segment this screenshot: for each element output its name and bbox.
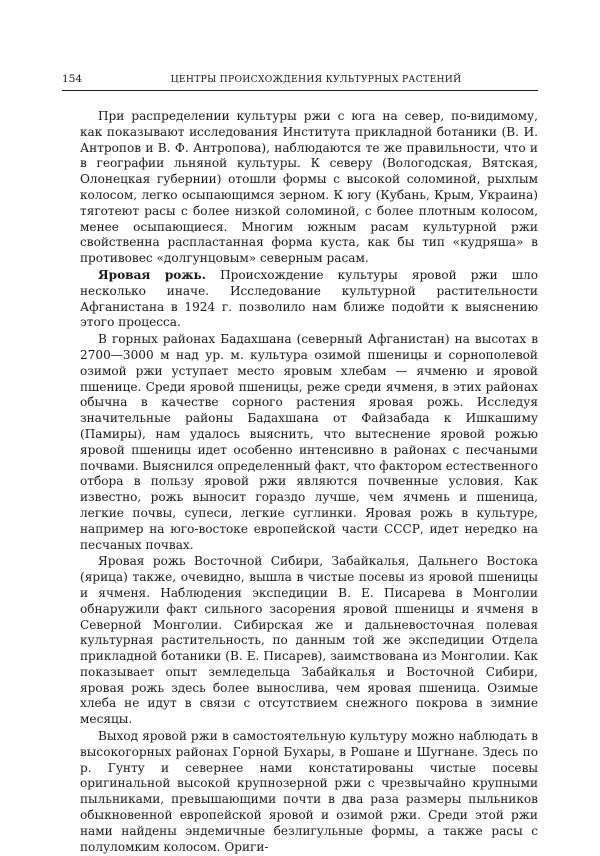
paragraph-bukhara: Выход яровой ржи в самостоятельную культуру можно наблюдать в высокогорных районах Горной Бухары, в Рошане и Шугнане. Здесь по р. Гунту и севернее нами констатированы чистые посевы оригинальной высокой крупнозерной ржи с чрезвычайно крупными пыльниками, превышающими почти в два раза размеры пыльников обыкновенной европейской яровой и озимой ржи. Среди этой ржи нами найдены эндемичные безлигульные формы, а также расы с полуломким колосом. Ориги- bbox=[80, 729, 538, 854]
run-in-heading: Яровая рожь. bbox=[98, 267, 206, 282]
page-number: 154 bbox=[62, 73, 83, 85]
header-rule bbox=[62, 90, 538, 91]
paragraph-badakhshan: В горных районах Бадахшана (северный Афганистан) на высотах в 2700—3000 м над ур. м. культура озимой пшеницы и сорнополевой озимой ржи уступает место яровым хлебам — ячменю и яровой пшенице. Среди яровой пшеницы, реже среди ячменя, в этих районах обычна в качестве сорного растения яровая рожь. Исследуя значительные районы Бадахшана от Файзабада к Ишкашиму (Памиры), нам удалось выяснить, что вытеснение яровой рожью яровой пшеницы идет особенно интенсивно в районах с песчаными почвами. Выяснился определенный факт, что фактором естественного отбора в пользу яровой ржи являются почвенные условия. Как известно, рожь выносит гораздо лучше, чем ячмень и пшеница, легкие почвы, супеси, легкие суглинки. Яровая рожь в культуре, например на юго-востоке европейской части СССР, идет нередко на песчаных почвах. bbox=[80, 332, 538, 552]
paragraph-rye-distribution: При распределении культуры ржи с юга на север, по-видимому, как показывают исследования Института прикладной ботаники (В. И. Антропов и В. Ф. Антропова), наблюдаются те же правильности, что и в географии льняной культуры. К северу (Вологодская, Вятская, Олонецкая губернии) отошли формы с высокой соломиной, рыхлым колосом, легко осыпающимся зерном. К югу (Кубань, Крым, Украина) тяготеют расы с более низкой соломиной, с более плотным колосом, менее осыпающиеся. Многим южным расам культурной ржи свойственна распластанная форма куста, как бы тип «кудряша» в противовес «долгунцовым» северным расам. bbox=[80, 109, 538, 266]
running-head: ЦЕНТРЫ ПРОИСХОЖДЕНИЯ КУЛЬТУРНЫХ РАСТЕНИЙ bbox=[170, 74, 462, 85]
paragraph-siberia: Яровая рожь Восточной Сибири, Забайкалья, Дальнего Востока (ярица) также, очевидно, вышла в чистые посевы из яровой пшеницы и ячменя. Наблюдения экспедиции В. Е. Писарева в Монголии обнаружили факт сильного засорения яровой пшеницы и ячменя в Северной Монголии. Сибирская же и дальневосточная полевая культурная растительность, по данным той же экспедиции Отдела прикладной ботаники (В. Е. Писарев), заимствована из Монголии. Как показывает опыт земледельца Забайкалья и Восточной Сибири, яровая рожь здесь более выносливa, чем яровая пшеница. Озимые хлеба не идут в связи с отсутствием снежного покрова в зимние месяцы. bbox=[80, 554, 538, 727]
body-text bbox=[80, 109, 538, 856]
paragraph-spring-rye: Яровая рожь. Происхождение культуры яровой ржи шло несколько иначе. Исследование культурной растительности Афганистана в 1924 г. позволило нам ближе подойти к выяснению этого процесса. bbox=[80, 267, 538, 330]
page-header bbox=[62, 73, 540, 89]
